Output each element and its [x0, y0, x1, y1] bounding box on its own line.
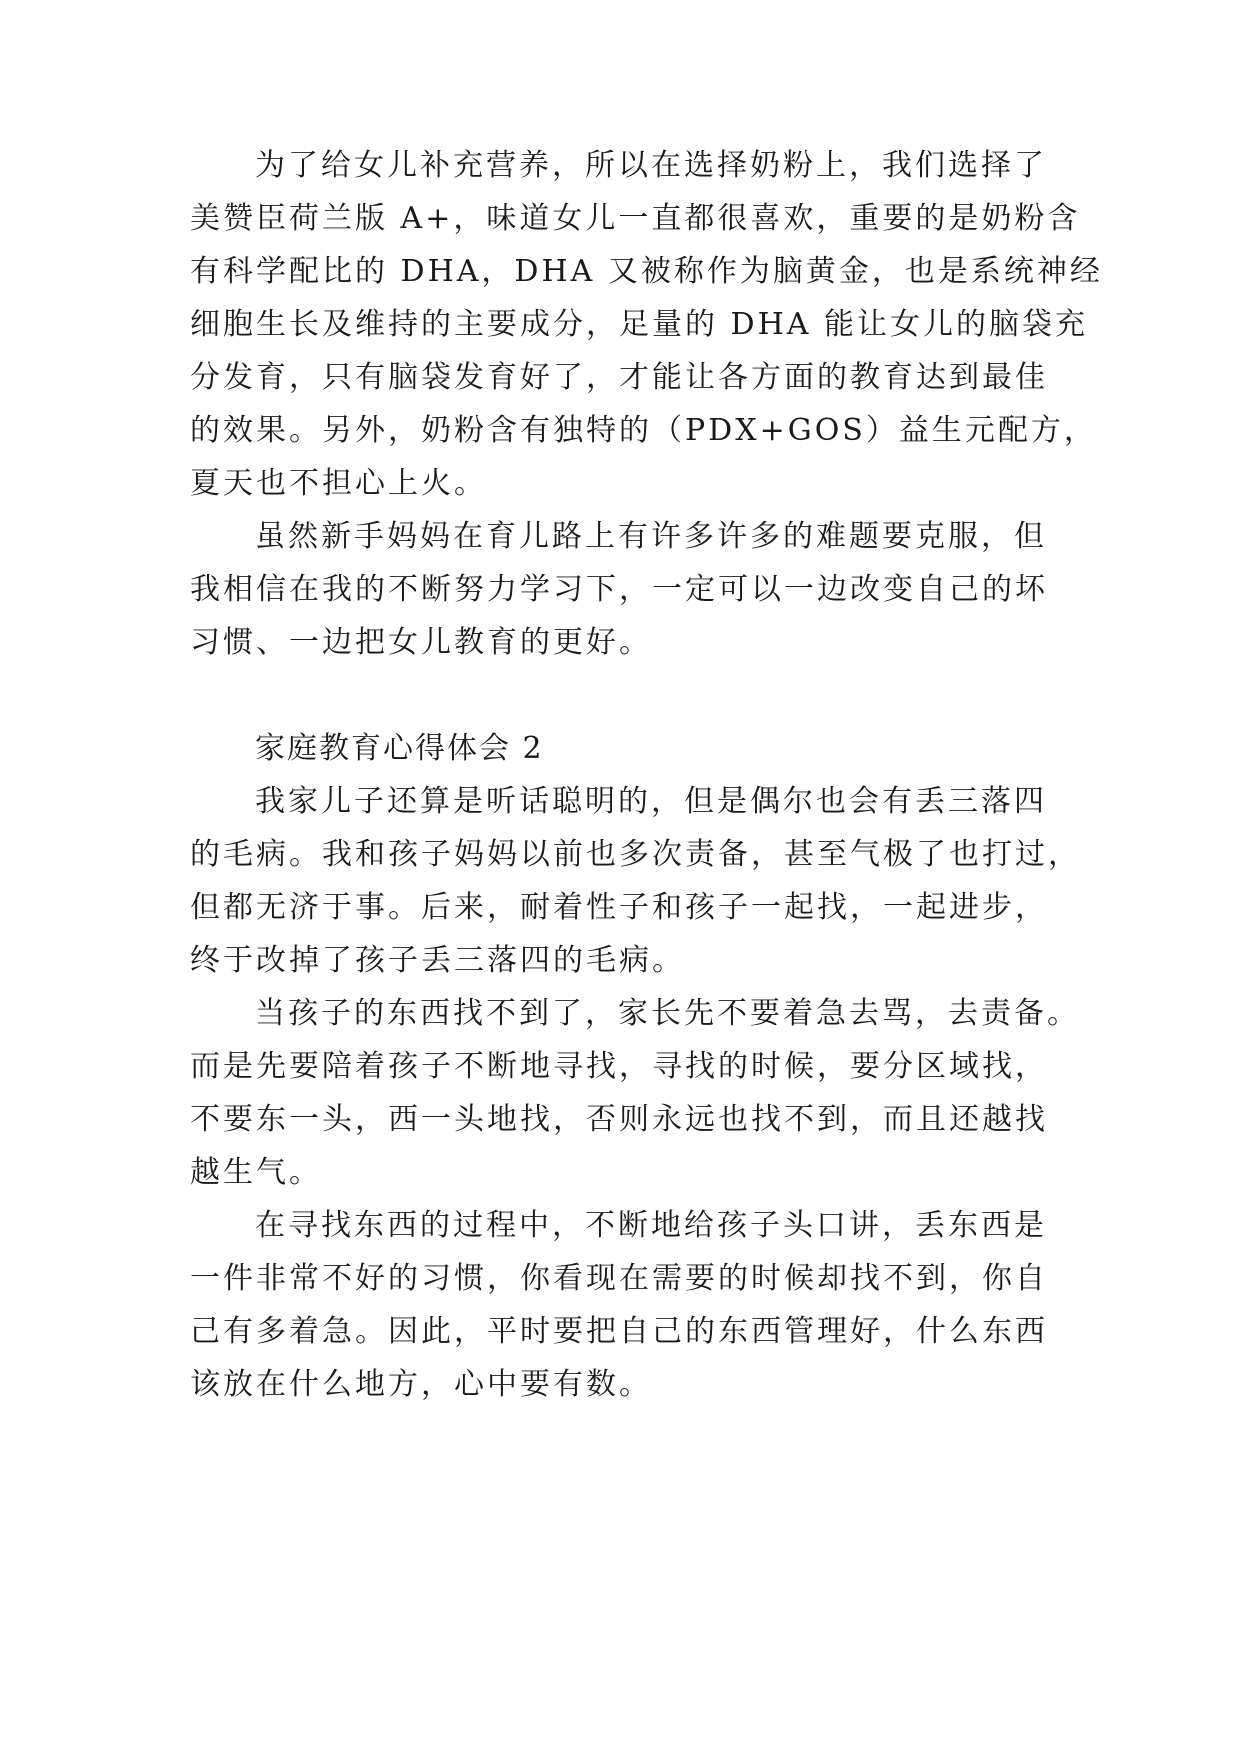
- paragraph-1-line: 美赞臣荷兰版 A+，味道女儿一直都很喜欢，重要的是奶粉含: [190, 201, 1081, 236]
- paragraph-2-line: 习惯、一边把女儿教育的更好。: [190, 625, 652, 660]
- paragraph-4-line: 不要东一头，西一头地找，否则永远也找不到，而且还越找: [190, 1102, 1048, 1137]
- paragraph-1-line: 的效果。另外，奶粉含有独特的（PDX+GOS）益生元配方，: [190, 413, 1097, 448]
- paragraph-4-line: 而是先要陪着孩子不断地寻找，寻找的时候，要分区域找，: [190, 1049, 1048, 1084]
- paragraph-1-line: 分发育，只有脑袋发育好了，才能让各方面的教育达到最佳: [190, 360, 1048, 395]
- paragraph-1-line: 为了给女儿补充营养，所以在选择奶粉上，我们选择了: [255, 148, 1047, 183]
- paragraph-5-line: 一件非常不好的习惯，你看现在需要的时候却找不到，你自: [190, 1261, 1048, 1296]
- paragraph-4-line: 当孩子的东西找不到了，家长先不要着急去骂，去责备。: [255, 996, 1080, 1031]
- paragraph-3-line: 终于改掉了孩子丢三落四的毛病。: [190, 943, 685, 978]
- paragraph-3-line: 但都无济于事。后来，耐着性子和孩子一起找，一起进步，: [190, 890, 1048, 925]
- paragraph-1-line: 细胞生长及维持的主要成分，足量的 DHA 能让女儿的脑袋充: [190, 307, 1088, 342]
- paragraph-3-line: 的毛病。我和孩子妈妈以前也多次责备，甚至气极了也打过，: [190, 837, 1081, 872]
- paragraph-5-line: 该放在什么地方，心中要有数。: [190, 1367, 652, 1402]
- paragraph-2-line: 我相信在我的不断努力学习下，一定可以一边改变自己的坏: [190, 572, 1048, 607]
- paragraph-2-line: 虽然新手妈妈在育儿路上有许多许多的难题要克服，但: [255, 519, 1047, 554]
- paragraph-1-line: 有科学配比的 DHA，DHA 又被称作为脑黄金，也是系统神经: [190, 254, 1103, 289]
- paragraph-3-line: 我家儿子还算是听话聪明的，但是偶尔也会有丢三落四: [255, 784, 1047, 819]
- paragraph-5-line: 己有多着急。因此，平时要把自己的东西管理好，什么东西: [190, 1314, 1048, 1349]
- section-heading: 家庭教育心得体会 2: [255, 731, 544, 766]
- paragraph-1-line: 夏天也不担心上火。: [190, 466, 487, 501]
- paragraph-5-line: 在寻找东西的过程中，不断地给孩子头口讲，丢东西是: [255, 1208, 1047, 1243]
- paragraph-4-line: 越生气。: [190, 1155, 322, 1190]
